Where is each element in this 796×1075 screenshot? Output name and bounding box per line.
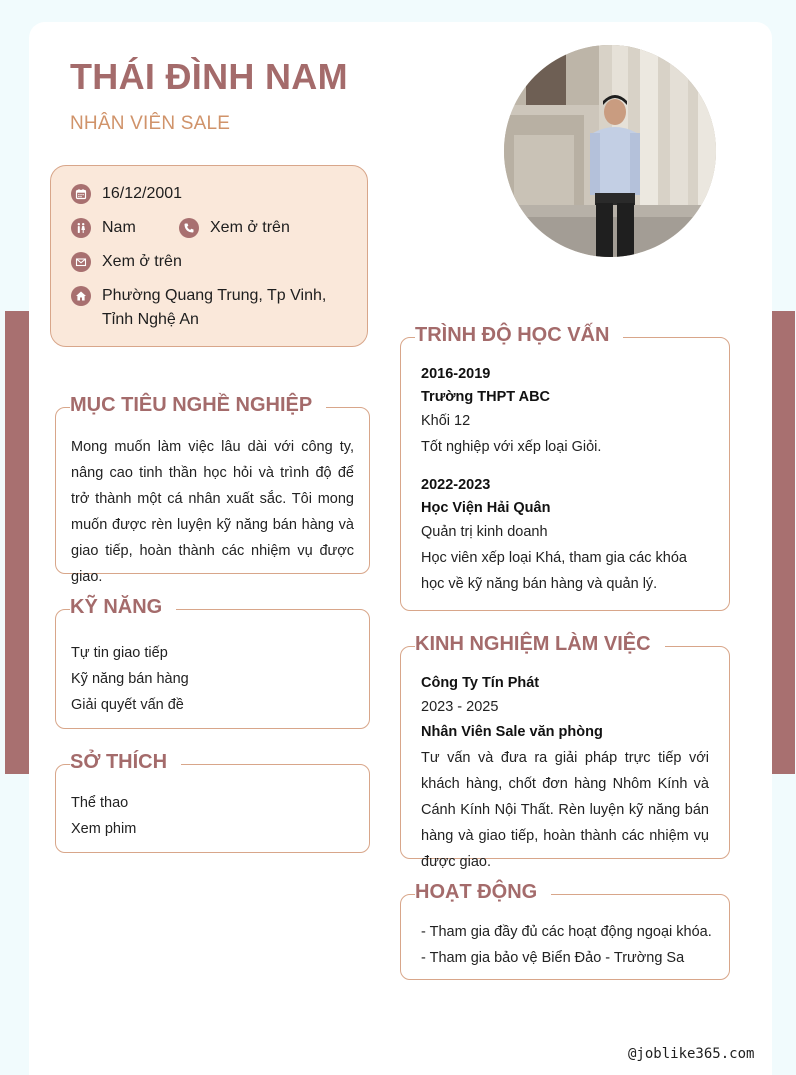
experience-company: Công Ty Tín Phát — [421, 675, 540, 691]
education-entry — [421, 473, 709, 597]
experience-title: KINH NGHIỆM LÀM VIỆC — [415, 632, 665, 656]
birthday-row — [71, 184, 182, 206]
objective-text: Mong muốn làm việc lâu dài với công ty, nâng cao tinh thần học hỏi và trình độ để trở thành một cá nhân xuất sắc. Tôi mong muốn được rèn luyện kỹ năng bán hàng và giao tiếp, hoàn thành các nhiệm vụ được giao. — [71, 439, 354, 585]
hobbies-list — [71, 790, 354, 842]
address-row — [71, 286, 326, 332]
education-period: 2022-2023 — [421, 477, 491, 493]
address-line-2: Tỉnh Nghệ An — [102, 311, 199, 328]
experience-description: Tư vấn và đưa ra giải pháp trực tiếp với khách hàng, chốt đơn hàng Nhôm Kính và Cánh Kính Nội Thất. Rèn luyện kỹ năng bán hàng và giao tiếp, hoàn thành các nhiệm vụ được giao. — [421, 750, 709, 870]
activities-section — [400, 881, 730, 980]
education-school: Trường THPT ABC — [421, 389, 551, 405]
activity-item: - Tham gia bảo vệ Biển Đảo - Trường Sa — [421, 950, 685, 966]
experience-section — [400, 633, 730, 870]
experience-position: Nhân Viên Sale văn phòng — [421, 724, 603, 740]
address-value — [102, 284, 326, 332]
home-icon — [71, 286, 91, 306]
contact-card — [50, 165, 368, 347]
education-note: Tốt nghiệp với xếp loại Giỏi. — [421, 439, 602, 455]
education-note: Học viên xếp loại Khá, tham gia các khóa học về kỹ năng bán hàng và quản lý. — [421, 550, 687, 592]
email-icon — [71, 252, 91, 272]
skills-list — [71, 640, 354, 718]
phone-value: Xem ở trên — [210, 219, 290, 236]
experience-entry — [421, 671, 709, 875]
hobbies-section — [55, 751, 370, 853]
left-accent-band — [5, 311, 29, 774]
education-title: TRÌNH ĐỘ HỌC VẤN — [415, 323, 623, 347]
phone-icon — [179, 218, 199, 238]
activities-title: HOẠT ĐỘNG — [415, 880, 551, 904]
hobbies-title: SỞ THÍCH — [70, 750, 181, 774]
profile-photo — [504, 45, 716, 257]
education-entry — [421, 362, 709, 460]
education-major: Quản trị kinh doanh — [421, 524, 548, 540]
activities-list — [421, 919, 714, 971]
hobby-item: Thể thao — [71, 795, 129, 811]
objective-title: MỤC TIÊU NGHỀ NGHIỆP — [70, 393, 326, 417]
education-period: 2016-2019 — [421, 366, 491, 382]
footer-watermark: @joblike365.com — [628, 1046, 755, 1062]
skill-item: Giải quyết vấn đề — [71, 697, 184, 713]
gender-icon — [71, 218, 91, 238]
education-section — [400, 324, 730, 611]
gender-value: Nam — [102, 219, 136, 236]
hobby-item: Xem phim — [71, 821, 137, 837]
activity-item: - Tham gia đầy đủ các hoạt động ngoại khóa. — [421, 924, 712, 940]
experience-period: 2023 - 2025 — [421, 699, 499, 715]
skills-title: KỸ NĂNG — [70, 595, 176, 619]
email-value: Xem ở trên — [102, 253, 182, 270]
education-major: Khối 12 — [421, 413, 471, 429]
candidate-name: THÁI ĐÌNH NAM — [70, 56, 348, 97]
email-row — [71, 252, 182, 274]
birthday-value: 16/12/2001 — [102, 185, 183, 202]
calendar-icon — [71, 184, 91, 204]
candidate-role: NHÂN VIÊN SALE — [70, 113, 231, 134]
phone-row — [179, 218, 290, 240]
education-school: Học Viện Hải Quân — [421, 500, 551, 516]
address-line-1: Phường Quang Trung, Tp Vinh, — [102, 287, 327, 304]
objective-section — [55, 394, 370, 585]
gender-row — [71, 218, 136, 240]
skills-section — [55, 596, 370, 729]
education-list — [421, 362, 709, 597]
right-accent-band — [772, 311, 795, 774]
skill-item: Kỹ năng bán hàng — [71, 671, 189, 687]
skill-item: Tự tin giao tiếp — [71, 645, 168, 661]
